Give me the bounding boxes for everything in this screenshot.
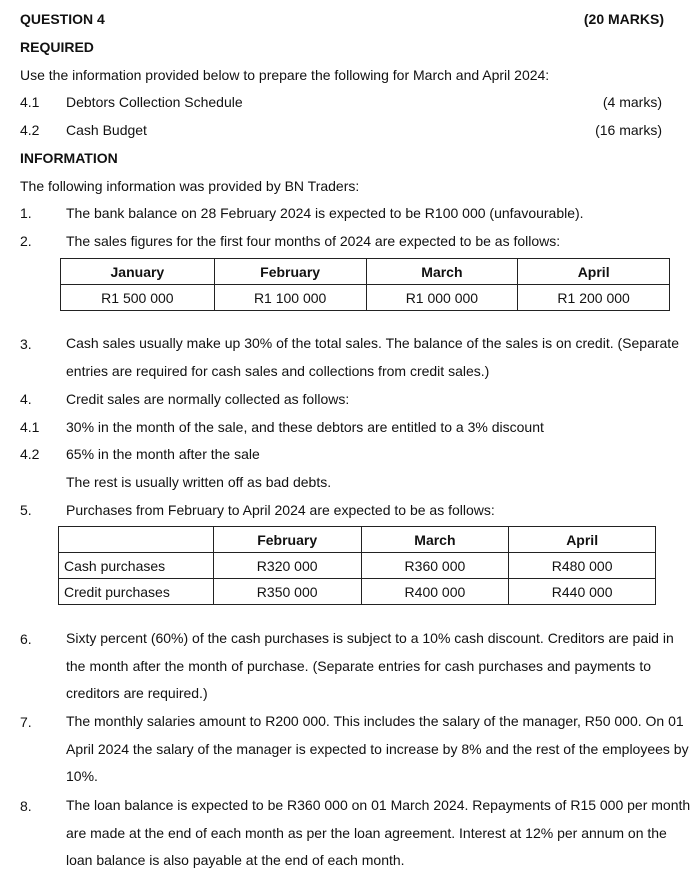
paragraph-line: The loan balance is expected to be R360 000 on 01 March 2024. Repayments of R15 000 per month <box>66 797 691 813</box>
table-cell: R1 200 000 <box>518 285 670 311</box>
sub-item-text: 30% in the month of the sale, and these debtors are entitled to a 3% discount <box>66 419 544 435</box>
paragraph-line: entries are required for cash sales and collections from credit sales.) <box>66 362 490 379</box>
paragraph-line: Cash sales usually make up 30% of the total sales. The balance of the sales is on credit. (Separate <box>66 335 679 351</box>
item-number: 4. <box>20 391 32 407</box>
item-paragraph <box>66 708 689 791</box>
required-item-marks: (16 marks) <box>595 122 662 138</box>
table-cell: R1 000 000 <box>366 285 518 311</box>
table-cell: R1 100 000 <box>214 285 366 311</box>
required-item-marks: (4 marks) <box>602 94 662 110</box>
sub-item-number: 4.1 <box>20 419 40 435</box>
question-marks: (20 MARKS) <box>583 11 664 27</box>
item-number: 8. <box>20 798 32 814</box>
item-text: The sales figures for the first four months of 2024 are expected to be as follows: <box>66 233 561 249</box>
table-cell: R1 500 000 <box>61 285 215 311</box>
table-cell: R320 000 <box>213 553 361 579</box>
table-header-row <box>61 259 670 285</box>
table-header-cell: February <box>214 259 366 285</box>
item-text: Purchases from February to April 2024 are expected to be as follows: <box>66 502 495 518</box>
paragraph-line: 10%. <box>66 768 98 784</box>
sub-item-text: 65% in the month after the sale <box>66 446 260 462</box>
table-cell: R360 000 <box>361 553 509 579</box>
table-cell: R350 000 <box>213 579 361 605</box>
item-paragraph <box>66 330 679 385</box>
table-header-cell: January <box>61 259 215 285</box>
item-number: 1. <box>20 205 32 221</box>
question-title: QUESTION 4 <box>20 11 105 27</box>
paragraph-line: The monthly salaries amount to R200 000. This includes the salary of the manager, R50 000. On 01 <box>66 713 684 729</box>
table-header-cell: April <box>518 259 670 285</box>
item-text: The rest is usually written off as bad debts. <box>66 474 332 490</box>
required-item-number: 4.1 <box>20 94 40 110</box>
required-item-number: 4.2 <box>20 122 40 138</box>
sub-item-number: 4.2 <box>20 446 40 462</box>
item-number: 7. <box>20 714 32 730</box>
paragraph-line: April 2024 the salary of the manager is expected to increase by 8% and the rest of the employees by <box>66 740 689 757</box>
table-header-row <box>59 527 656 553</box>
item-text: The bank balance on 28 February 2024 is expected to be R100 000 (unfavourable). <box>66 205 584 221</box>
item-number: 5. <box>20 502 32 518</box>
table-row-label: Credit purchases <box>59 579 214 605</box>
item-number: 6. <box>20 631 32 647</box>
item-number: 3. <box>20 336 32 352</box>
paragraph-line: Sixty percent (60%) of the cash purchases is subject to a 10% cash discount. Creditors are paid in <box>66 630 674 646</box>
paragraph-line: are made at the end of each month as per the loan agreement. Interest at 12% per annum on the <box>66 824 667 841</box>
table-cell: R400 000 <box>361 579 509 605</box>
information-heading: INFORMATION <box>20 150 118 166</box>
table-header-cell <box>59 527 214 553</box>
required-item-label: Debtors Collection Schedule <box>66 94 243 110</box>
item-paragraph <box>66 625 674 708</box>
table-cell: R440 000 <box>509 579 656 605</box>
table-row <box>61 285 670 311</box>
table-header-cell: February <box>213 527 361 553</box>
item-number: 2. <box>20 233 32 249</box>
information-intro: The following information was provided by BN Traders: <box>20 178 360 194</box>
paragraph-line: creditors are required.) <box>66 685 208 701</box>
table-header-cell: March <box>361 527 509 553</box>
table-header-cell: April <box>509 527 656 553</box>
sales-table <box>60 258 670 311</box>
table-cell: R480 000 <box>509 553 656 579</box>
table-row <box>59 579 656 605</box>
table-row-label: Cash purchases <box>59 553 214 579</box>
required-item-label: Cash Budget <box>66 122 147 138</box>
required-intro: Use the information provided below to prepare the following for March and April 2024: <box>20 67 550 83</box>
purchases-table <box>58 526 656 605</box>
table-header-cell: March <box>366 259 518 285</box>
item-paragraph <box>66 792 691 875</box>
paragraph-line: the month after the month of purchase. (Separate entries for cash purchases and payments to <box>66 657 651 674</box>
required-heading: REQUIRED <box>20 39 94 55</box>
paragraph-line: loan balance is also payable at the end of each month. <box>66 852 405 868</box>
item-text: Credit sales are normally collected as follows: <box>66 391 350 407</box>
table-row <box>59 553 656 579</box>
